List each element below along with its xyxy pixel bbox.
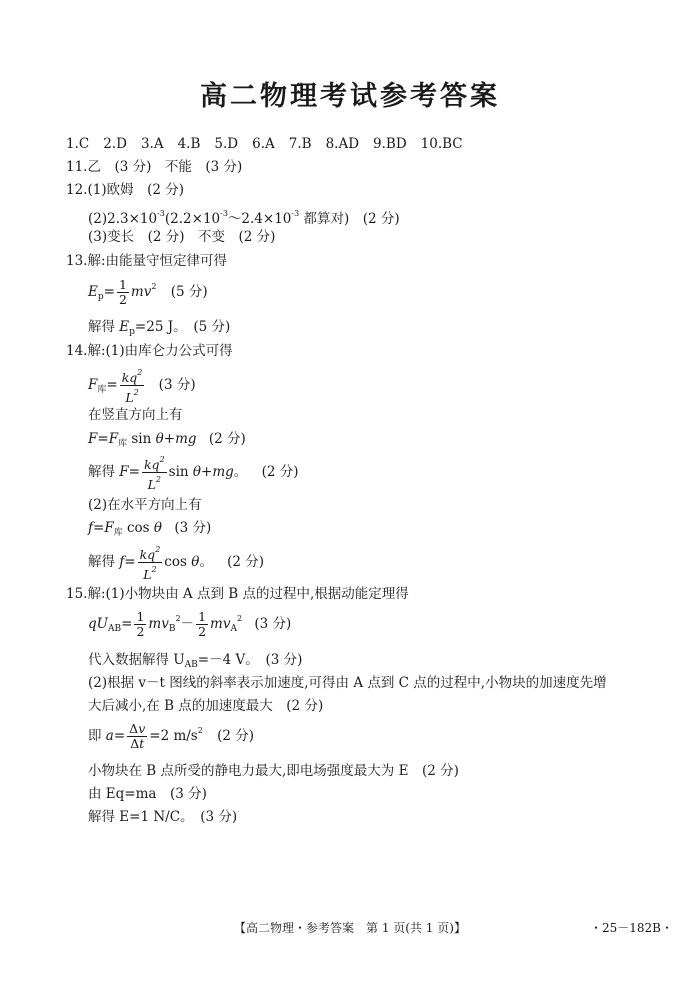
q15-part2-line1: (2)根据 v－t 图线的斜率表示加速度,可得由 A 点到 C 点的过程中,小物块的加速度先增	[88, 675, 607, 691]
q15-eq1: $qU_{AB}=$ $\frac{1}{2}$ $mv_B^2-$ $\frac{1}{2}$ $mv_A^2$ (3 分)	[88, 609, 292, 639]
q14-horizontal: (2)在水平方向上有	[88, 497, 202, 513]
mc-answer: 9.BD	[373, 136, 407, 152]
q15-part2-line2: 大后减小,在 B 点的加速度最大 (2 分)	[88, 698, 324, 714]
q14-eq1: $F_库=$ $\frac{kq^2}{L^2}$ (3 分)	[88, 368, 196, 405]
mc-answers	[66, 135, 463, 153]
q15-eq2: 即 a= $\frac{\Delta v}{\Delta t}$ =2 $m/s^2$ (2 分)	[88, 721, 255, 751]
q14-head: 14.解:(1)由库仑力公式可得	[66, 343, 233, 359]
q12-part3: (3)变长 (2 分) 不变 (2 分)	[88, 229, 276, 245]
q14-vertical: 在竖直方向上有	[88, 407, 183, 423]
mc-answer: 5.D	[214, 136, 239, 152]
mc-answer: 10.BC	[420, 136, 463, 152]
q14-eq4: $f=F_库$ cos θ (3 分)	[88, 520, 212, 538]
mc-answer: 1.C	[66, 136, 90, 152]
q14-eq2: $F=F_库$ sin θ+mg (2 分)	[88, 431, 246, 449]
mc-answer: 4.B	[177, 136, 201, 152]
q13-result: 解得 $E_p=25$ J。 (5 分)	[88, 319, 231, 337]
mc-answer: 8.AD	[325, 136, 360, 152]
mc-answer: 2.D	[103, 136, 127, 152]
q15-line8: 由 Eq=ma (3 分)	[88, 786, 207, 802]
q14-eq3: 解得 F= $\frac{kq^2}{L^2}$ sin θ+mg。 (2 分)	[88, 455, 299, 492]
q11-line: 11.乙 (3 分) 不能 (3 分)	[66, 159, 243, 175]
footer-page-info: 【高二物理・参考答案 第 1 页(共 1 页)】	[234, 921, 466, 935]
q15-head: 15.解:(1)小物块由 A 点到 B 点的过程中,根据动能定理得	[66, 586, 409, 602]
q12-head: 12.(1)欧姆 (2 分)	[66, 182, 185, 198]
footer-code: ・25－182B・	[590, 921, 673, 935]
q15-result1: 代入数据解得 $U_{AB}=-4$ V。 (3 分)	[88, 652, 303, 670]
q12-part2: $(2)2.3\times 10^{-3}(2.2\times 10^{-3}\sim 2.4\times 10^{-3}$ 都算对) (2 分)	[88, 209, 400, 227]
mc-answer: 3.A	[140, 136, 164, 152]
q13-eq1: $E_p=$ $\frac{1}{2}$ $mv^2$ (5 分)	[88, 277, 208, 307]
q13-head: 13.解:由能量守恒定律可得	[66, 253, 228, 269]
q15-line9: 解得 E=1 N/C。 (3 分)	[88, 809, 238, 825]
q14-eq5: 解得 f= $\frac{kq^2}{L^2}$ cos θ。 (2 分)	[88, 545, 265, 582]
page-title: 高二物理考试参考答案	[200, 81, 500, 112]
mc-answer: 7.B	[288, 136, 312, 152]
q15-line7: 小物块在 B 点所受的静电力最大,即电场强度最大为 E (2 分)	[88, 763, 459, 779]
mc-answer: 6.A	[252, 136, 275, 152]
